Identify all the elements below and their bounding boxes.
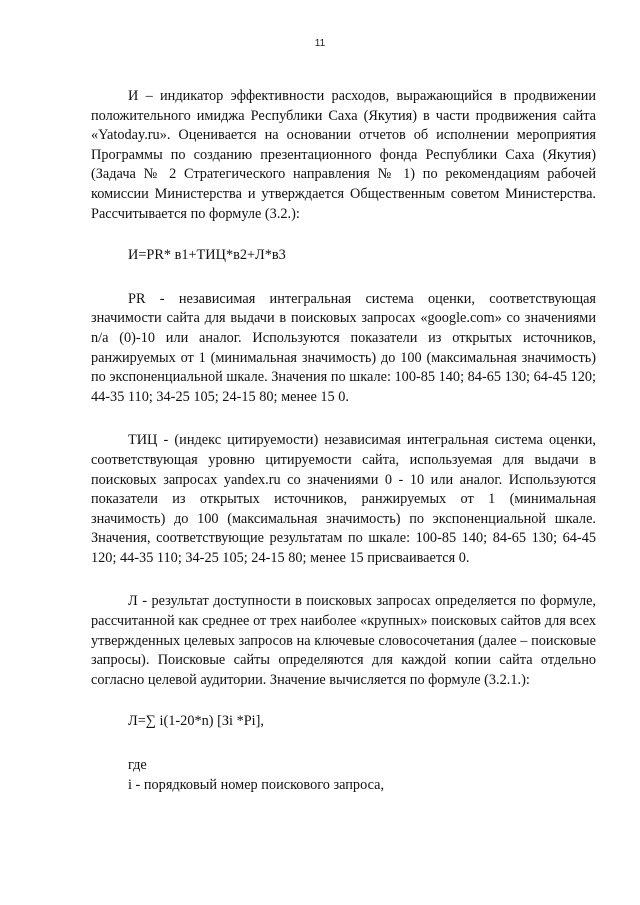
paragraph-indicator-definition: И – индикатор эффективности расходов, выражающийся в продвижении положительного имиджа Республики Саха (Якутия) в части продвижения сайта «Yatoday.ru». Оценивается на основании отчетов об исполнении мероприятия Программы по созданию презентационного фонда Республики Саха (Якутия) (Задача № 2 Стратегического направления № 1) по рекомендациям рабочей комиссии Министерства и утверждается Общественным советом Министерства. Рассчитывается по формуле (3.2.): (91, 88, 596, 222)
document-body (91, 87, 596, 795)
formula-3-2: И=PR* в1+ТИЦ*в2+Л*в3 (128, 247, 286, 264)
paragraph-l-definition: Л - результат доступности в поисковых запросах определяется по формуле, рассчитанной как среднее от трех наиболее «крупных» поисковых сайтов для всех утвержденных целевых запросов на ключевые словосочетания (далее – поисковые запросы). Поисковые сайты определяются для каждой копии сайта отдельно согласно целевой аудитории. Значение вычисляется по формуле (3.2.1.): (91, 593, 596, 688)
paragraph-pr-definition: PR - независимая интегральная система оценки, соответствующая значимости сайта для выдачи в поисковых запросах «google.com» со значениями n/a (0)-10 или аналог. Используются показатели из открытых источников, ранжируемых от 1 (минимальная значимость) до 100 (максимальная значимость) по экспоненциальной шкале. Значения по шкале: 100-85 140; 84-65 130; 64-45 120; 44-35 110; 34-25 105; 24-15 80; менее 15 0. (91, 290, 596, 405)
formula-3-2-1: Л=∑ i(1-20*n) [Зi *Pi], (128, 713, 264, 730)
paragraph-tic-definition: ТИЦ - (индекс цитируемости) независимая интегральная система оценки, соответствующая уровню цитируемости сайта, используемая для выдачи в поисковых запросах yandex.ru со значениями 0 - 10 или аналог. Используются показатели из открытых источников, ранжируемых от 1 (минимальная значимость) до 100 (максимальная значимость) по экспоненциальной шкале. Значения, соответствующие результатам по шкале: 100-85 140; 84-65 130; 64-45 120; 44-35 110; 34-25 105; 24-15 80; менее 15 присваивается 0. (91, 432, 596, 566)
where-item-i: i - порядковый номер поискового запроса, (128, 776, 385, 793)
page-number: 11 (314, 38, 326, 49)
where-label: где (128, 757, 147, 774)
